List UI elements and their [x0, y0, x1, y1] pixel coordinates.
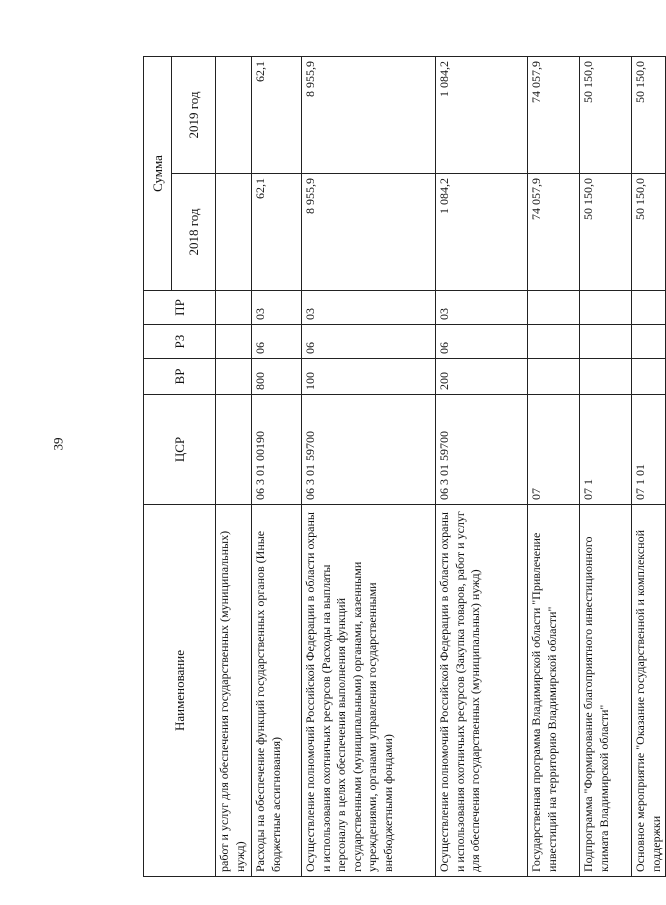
row-rz: 06: [436, 325, 528, 359]
row-sum-2019: 50 150,0: [580, 57, 632, 174]
row-name: Государственная программа Владимирской области "Привлечение инвестиций на территорию Владимирской области": [528, 505, 580, 877]
table-row: [302, 57, 436, 877]
row-csr: [216, 395, 252, 505]
table-row: [528, 57, 580, 877]
row-sum-2019: 8 955,9: [302, 57, 436, 174]
row-vr: [528, 359, 580, 395]
row-pr: [632, 291, 666, 325]
row-name: работ и услуг для обеспечения государственных (муниципальных) нужд): [216, 505, 252, 877]
row-vr: 100: [302, 359, 436, 395]
row-sum-2019: 1 084,2: [436, 57, 528, 174]
header-vr: ВР: [144, 359, 216, 395]
header-name: Наименование: [144, 505, 216, 877]
row-vr: [216, 359, 252, 395]
table-row: [216, 57, 252, 877]
row-sum-2018: 50 150,0: [632, 174, 666, 291]
row-sum-2018: 1 084,2: [436, 174, 528, 291]
header-csr: ЦСР: [144, 395, 216, 505]
row-sum-2018: [216, 174, 252, 291]
budget-table-container: [143, 57, 663, 877]
header-rz: РЗ: [144, 325, 216, 359]
table-row: [436, 57, 528, 877]
table-row: [580, 57, 632, 877]
page-number: 39: [50, 437, 66, 451]
row-vr: [632, 359, 666, 395]
row-rz: [632, 325, 666, 359]
row-rz: [580, 325, 632, 359]
header-row: [144, 57, 172, 877]
row-pr: 03: [436, 291, 528, 325]
row-pr: [216, 291, 252, 325]
row-csr: 06 3 01 59700: [302, 395, 436, 505]
row-rz: [216, 325, 252, 359]
row-sum-2019: 74 057,9: [528, 57, 580, 174]
row-sum-2019: [216, 57, 252, 174]
row-sum-2019: 62,1: [252, 57, 302, 174]
header-sum: Сумма: [144, 57, 172, 291]
row-sum-2018: 50 150,0: [580, 174, 632, 291]
row-vr: 200: [436, 359, 528, 395]
row-rz: 06: [302, 325, 436, 359]
row-name: Основное мероприятие "Оказание государственной и комплексной поддержки: [632, 505, 666, 877]
row-pr: 03: [252, 291, 302, 325]
table-row: [252, 57, 302, 877]
row-name: Осуществление полномочий Российской Федерации в области охраны и использования охотничьих ресурсов (Закупка товаров, работ и услуг для обеспечения государственных (муниципальных) нужд): [436, 505, 528, 877]
row-csr: 06 3 01 59700: [436, 395, 528, 505]
row-pr: [528, 291, 580, 325]
row-rz: 06: [252, 325, 302, 359]
row-name: Расходы на обеспечение функций государственных органов (Иные бюджетные ассигнования): [252, 505, 302, 877]
row-csr: 07: [528, 395, 580, 505]
row-vr: [580, 359, 632, 395]
header-pr: ПР: [144, 291, 216, 325]
budget-table: [143, 56, 666, 877]
header-year-2018: 2018 год: [172, 174, 216, 291]
row-sum-2018: 74 057,9: [528, 174, 580, 291]
row-vr: 800: [252, 359, 302, 395]
row-pr: 03: [302, 291, 436, 325]
row-name: Подпрограмма "Формирование благоприятного инвестиционного климата Владимирской области": [580, 505, 632, 877]
table-row: [632, 57, 666, 877]
row-sum-2018: 8 955,9: [302, 174, 436, 291]
row-sum-2019: 50 150,0: [632, 57, 666, 174]
row-pr: [580, 291, 632, 325]
header-year-2019: 2019 год: [172, 57, 216, 174]
row-name: Осуществление полномочий Российской Федерации в области охраны и использования охотничьих ресурсов (Расходы на выплаты персоналу в целях обеспечения выполнения функций государственными (муниципальными) органами, казенными учреждениями, органами управления государственными внебюджетными фондами): [302, 505, 436, 877]
row-sum-2018: 62,1: [252, 174, 302, 291]
row-csr: 06 3 01 00190: [252, 395, 302, 505]
row-csr: 07 1 01: [632, 395, 666, 505]
row-csr: 07 1: [580, 395, 632, 505]
row-rz: [528, 325, 580, 359]
